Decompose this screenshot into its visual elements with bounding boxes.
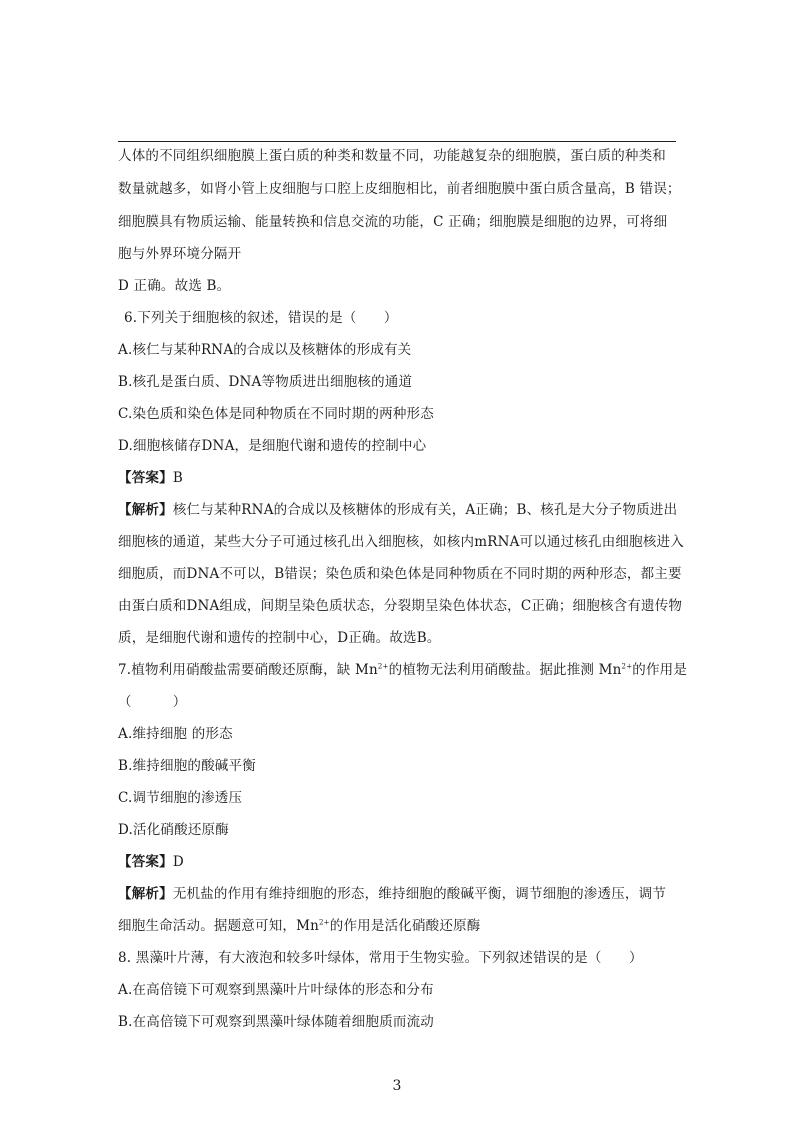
q7-analysis-line bbox=[118, 917, 480, 935]
answer-value: D bbox=[172, 854, 184, 870]
q6-option-b: B.核孔是蛋白质、DNA等物质进出细胞核的通道 bbox=[118, 374, 413, 390]
answer-value: B bbox=[172, 470, 183, 486]
q7-answer bbox=[118, 853, 184, 871]
q7-analysis-line bbox=[118, 885, 666, 903]
q8-option-a: A.在高倍镜下可观察到黑藻叶片叶绿体的形态和分布 bbox=[118, 982, 434, 998]
q7-option-c: C.调节细胞的渗透压 bbox=[118, 790, 243, 806]
q6-answer bbox=[118, 469, 183, 487]
q6-option-a: A.核仁与某种RNA的合成以及核糖体的形成有关 bbox=[118, 342, 412, 358]
q6-analysis-line: 细胞质，而DNA不可以，B错误；染色质和染色体是同种物质在不同时期的两种形态，都主要 bbox=[118, 566, 682, 582]
intro-line: 人体的不同组织细胞膜上蛋白质的种类和数量不同，功能越复杂的细胞膜，蛋白质的种类和 bbox=[118, 148, 666, 164]
q7-option-d: D.活化硝酸还原酶 bbox=[118, 822, 229, 838]
intro-line: 胞与外界环境分隔开 bbox=[118, 246, 242, 262]
q6-option-d: D.细胞核储存DNA，是细胞代谢和遗传的控制中心 bbox=[118, 438, 427, 454]
stem-text: 的作用是 bbox=[632, 662, 688, 678]
answer-label: 【答案】 bbox=[118, 470, 173, 486]
stem-text: 的植物无法利用硝酸盐。据此推测 Mn bbox=[388, 662, 622, 678]
answer-label: 【答案】 bbox=[118, 854, 173, 870]
q6-analysis-line bbox=[118, 501, 677, 519]
page-number: 3 bbox=[392, 1078, 402, 1094]
question-6-stem: 6.下列关于细胞核的叙述，错误的是（ ） bbox=[124, 310, 398, 326]
intro-line: 细胞膜具有物质运输、能量转换和信息交流的功能，C 正确；细胞膜是细胞的边界，可将细 bbox=[118, 214, 668, 230]
intro-line: 数量就越多，如肾小管上皮细胞与口腔上皮细胞相比，前者细胞膜中蛋白质含量高，B 错误； bbox=[118, 181, 681, 197]
analysis-text: 的作用是活化硝酸还原酶 bbox=[329, 918, 481, 934]
stem-text: 7.植物利用硝酸盐需要硝酸还原酶，缺 Mn bbox=[118, 662, 378, 678]
analysis-label: 【解析】 bbox=[118, 502, 173, 518]
analysis-text: 核仁与某种RNA的合成以及核糖体的形成有关，A正确；B、核孔是大分子物质进出 bbox=[172, 502, 678, 518]
superscript: 2+ bbox=[621, 662, 633, 671]
intro-line: D 正确。故选 B。 bbox=[118, 278, 231, 294]
q7-option-b: B.维持细胞的酸碱平衡 bbox=[118, 758, 256, 774]
q6-analysis-line: 质，是细胞代谢和遗传的控制中心，D正确。故选B。 bbox=[118, 630, 441, 646]
analysis-label: 【解析】 bbox=[118, 886, 173, 902]
q6-analysis-line: 由蛋白质和DNA组成，间期呈染色质状态，分裂期呈染色体状态，C正确；细胞核含有遗传物 bbox=[118, 598, 683, 614]
q6-analysis-line: 细胞核的通道，某些大分子可通过核孔出入细胞核，如核内mRNA可以通过核孔由细胞核进入 bbox=[118, 534, 684, 550]
q7-option-a: A.维持细胞 的形态 bbox=[118, 726, 233, 742]
superscript: 2+ bbox=[319, 918, 330, 927]
header-rule bbox=[118, 141, 676, 142]
question-8-stem: 8. 黑藻叶片薄，有大液泡和较多叶绿体，常用于生物实验。下列叙述错误的是（ ） bbox=[118, 950, 643, 966]
superscript: 2+ bbox=[377, 662, 389, 671]
q8-option-b: B.在高倍镜下可观察到黑藻叶绿体随着细胞质而流动 bbox=[118, 1014, 435, 1030]
q6-option-c: C.染色质和染色体是同种物质在不同时期的两种形态 bbox=[118, 406, 434, 422]
question-7-stem bbox=[118, 661, 687, 679]
question-7-stem-line2: （ ） bbox=[118, 694, 187, 710]
analysis-text: 细胞生命活动。据题意可知，Mn bbox=[118, 918, 320, 934]
analysis-text: 无机盐的作用有维持细胞的形态，维持细胞的酸碱平衡，调节细胞的渗透压，调节 bbox=[172, 886, 667, 902]
